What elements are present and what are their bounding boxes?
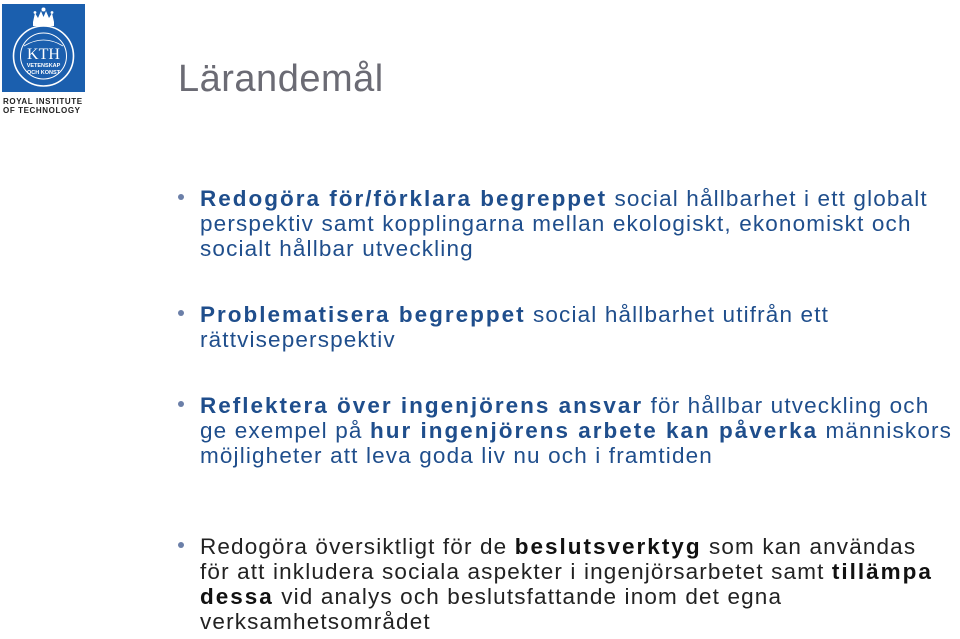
bullet-emphasis: beslutsverktyg [514, 534, 702, 559]
ring-top-text: VETENSKAP [26, 63, 61, 69]
logo-tagline [3, 97, 103, 115]
bullet-emphasis: Redogöra för/förklara begreppet [200, 186, 608, 211]
bullet-emphasis: tillämpa dessa [200, 559, 933, 609]
logo-tagline-line1: ROYAL INSTITUTE [3, 97, 83, 106]
kth-crest-icon [2, 4, 85, 92]
bullet-emphasis: Reflektera över ingenjörens ansvar [200, 393, 644, 418]
bullet-body: social hållbarhet utifrån ett rättviseperspektiv [200, 302, 829, 352]
slide-title: Lärandemål [178, 58, 384, 100]
logo-tagline-line2: OF TECHNOLOGY [3, 106, 81, 115]
bullet-item [178, 302, 953, 352]
bullet-text [200, 393, 953, 468]
bullet-item [178, 393, 953, 468]
bullet-body: vid analys och beslutsfattande inom det egna verksamhetsområdet [200, 584, 783, 634]
bullet-body: människors möjligheter att leva goda liv nu och i framtiden [200, 418, 953, 468]
bullet-body: Redogöra översiktligt för de [200, 534, 515, 559]
bullet-emphasis: Problematisera begreppet [200, 302, 526, 327]
logo-abbr: KTH [27, 46, 60, 63]
bullet-emphasis: hur ingenjörens arbete kan påverka [369, 418, 819, 443]
bullet-text [200, 302, 953, 352]
bullet-body: social hållbarhet i ett globalt perspektiv samt kopplingarna mellan ekologiskt, ekonomiskt och socialt hållbar utveckling [200, 186, 928, 261]
bullet-item [178, 186, 953, 261]
ring-bottom-text: OCH KONST [27, 70, 60, 76]
kth-logo [2, 4, 85, 92]
bullet-text [200, 534, 953, 634]
bullet-dot-icon [178, 542, 184, 548]
bullet-dot-icon [178, 310, 184, 316]
bullet-item [178, 534, 953, 634]
bullet-text [200, 186, 953, 261]
bullet-dot-icon [178, 194, 184, 200]
bullet-body: för hållbar utveckling och ge exempel på [200, 393, 930, 443]
bullet-body: som kan användas för att inkludera sociala aspekter i ingenjörsarbetet samt [200, 534, 917, 584]
bullet-dot-icon [178, 401, 184, 407]
